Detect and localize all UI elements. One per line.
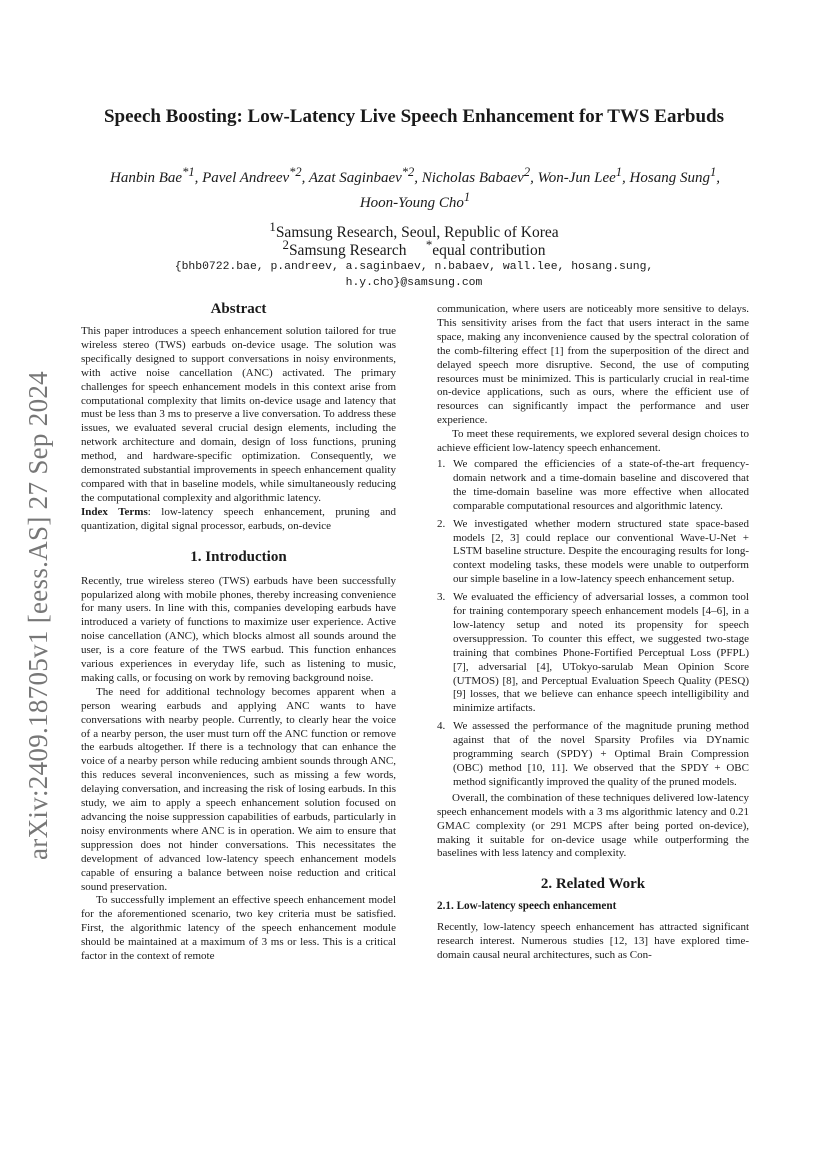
- right-column: [437, 303, 749, 963]
- arxiv-stamp: [8, 360, 68, 870]
- author-mark: 1: [615, 165, 623, 179]
- intro-paragraph: To successfully implement an effective speech enhancement model for the aforementioned scenario, two key criteria must be satisfied. First, the algorithmic latency of the speech enhancement module should be maintained at a maximum of 3 ms or less. This is a critical factor in the context of remote: [81, 894, 396, 963]
- email-block: [80, 259, 748, 291]
- author: Hosang Sung: [629, 170, 710, 186]
- intro-paragraph: Overall, the combination of these techniques delivered low-latency speech enhancement models with a 3 ms algorithmic latency and 0.21 GMAC complexity (or 291 MCPS after being ported on-device), making it suitable for on-device usage while outperforming the baselines with less latency and complexity.: [437, 791, 749, 860]
- author: Hoon-Young Cho: [359, 195, 464, 211]
- list-item: [437, 591, 749, 716]
- author: Pavel Andreev: [202, 170, 290, 186]
- index-terms-label: Index Terms: [81, 505, 148, 518]
- author-mark: *2: [289, 165, 302, 179]
- equal-mark: *: [425, 237, 433, 252]
- left-column: [81, 300, 396, 964]
- list-number: 1.: [437, 457, 446, 470]
- intro-heading: 1. Introduction: [190, 548, 287, 565]
- author: Azat Saginbaev: [308, 170, 402, 186]
- list-item: [437, 518, 749, 588]
- index-terms: [81, 506, 396, 534]
- author: Nicholas Babaev: [421, 170, 524, 186]
- arxiv-id: arXiv:2409.18705v1 [eess.AS] 27 Sep 2024: [22, 370, 53, 860]
- related-work-heading: 2. Related Work: [540, 876, 646, 893]
- contribution-list: [437, 458, 749, 790]
- list-text: We investigated whether modern structured state space-based models [2, 3] could replace our conventional Wave-U-Net + LSTM baseline structure. Despite the encouraging results for long-context modeling tasks, these models were unable to outperform our simple baseline in a low-latency speech enhancement setup.: [453, 517, 749, 586]
- author-list: Hanbin Bae$^{*1}$, Pavel Andreev$^{*2}$, Azat Saginbaev$^{*2}$, Nicholas Babaev$^2$, Won-Jun Lee$^1$, Hosang Sung$^1$, Hoon-Young Cho$^1$: [110, 165, 720, 211]
- author-mark: 1: [709, 165, 717, 179]
- affiliation-2: [80, 236, 748, 260]
- abstract-heading: Abstract: [210, 301, 267, 317]
- list-item: [437, 458, 749, 514]
- subsection-heading: 2.1. Low-latency speech enhancement: [437, 900, 617, 913]
- list-text: We evaluated the efficiency of adversarial losses, a common tool for training contemporary speech enhancement models [4–6], in a low-latency setup and noted its propensity for speech oversuppression. To counter this effect, we suggested two-stage training that combines Phone-Fortified Perceptual Loss (PFPL) [7], adversarial [4], UTokyo-sarulab Mean Opinion Score (UTMOS) [8], and Perceptual Evaluation Speech Quality (PESQ) [9] losses, that we believe can enhance speech intelligibility and minimize artifacts.: [453, 591, 749, 715]
- list-number: 4.: [437, 720, 446, 733]
- author-mark: 2: [523, 165, 531, 179]
- author-mark: *2: [401, 165, 415, 179]
- affiliation-text: Samsung Research: [288, 242, 407, 260]
- intro-paragraph: communication, where users are noticeably more sensitive to delays. This sensitivity arises from the fact that users interact in the same space, making any inconvenience caused by the spectral coloration of the comb-filtering effect [1] from the superposition of the direct and delayed speech more disruptive. Second, the use of computing resources must be minimized. This is particularly crucial in real-time on-device applications, such as ours, where the efficient use of resources can significantly impact the performance and user experience.: [437, 303, 749, 427]
- author: Hanbin Bae: [110, 170, 183, 186]
- email-line: h.y.cho}@samsung.com: [345, 277, 483, 289]
- intro-paragraph: To meet these requirements, we explored several design choices to achieve efficient low-latency speech enhancement.: [437, 428, 749, 455]
- author-mark: 1: [463, 190, 471, 204]
- abstract-text: This paper introduces a speech enhancement solution tailored for true wireless stereo (TWS) earbuds on-device usage. The solution was specifically designed to support conversations in noisy environments, with active noise cancellation (ANC) activated. The primary challenges for speech enhancement models in this context arise from computational complexity that limits on-device usage and latency that must be less than 3 ms to preserve a live conversation. To address these issues, we evaluated several crucial design elements, including the network architecture and domain, design of loss functions, pruning method, and hardware-specific optimization. Consequently, we demonstrated substantial improvements in speech enhancement quality compared with that in baseline models, while simultaneously reducing the computational complexity and algorithmic latency.: [81, 325, 396, 504]
- equal-contribution-note: equal contribution: [432, 242, 546, 260]
- list-text: We compared the efficiencies of a state-of-the-art frequency-domain network and a time-domain baseline and discovered that the time-domain baseline was more effective when allocated comparable computational resources and algorithmic latency.: [453, 457, 749, 512]
- list-item: [437, 720, 749, 790]
- list-text: We assessed the performance of the magnitude pruning method against that of the novel Sparsity Profiles via DYnamic programming search (SPDY) + Optimal Brain Compression (OBC) method [10, 11]. We observed that the SPDY + OBC method significantly improved the quality of the pruned models.: [453, 720, 749, 788]
- intro-paragraph: The need for additional technology becomes apparent when a person wearing earbuds and applying ANC wants to have conversations with nearby people. Currently, to clearly hear the voice of a nearby person, the user must turn off the ANC function or remove the earbuds altogether. If there is a technology that can enhance the voice of a nearby person while reducing ambient sounds through ANC, this reduces several inconveniences, such as missing a few words, delaying conversation, and increasing the risk of losing earbuds. In this study, we aim to apply a speech enhancement solution focused on advancing the noise suppression capabilities of earbuds, particularly in noisy environments where ANC is in operation. We aim to ensure that suppression does not hinder conversations. This necessitates the development of advanced low-latency speech enhancement models capable of ensuring a balance between noise reduction and critical sound preservation.: [81, 685, 396, 893]
- affiliation-mark: 1: [269, 219, 276, 234]
- affiliation-mark: 2: [282, 237, 289, 252]
- author: Won-Jun Lee: [537, 170, 616, 186]
- intro-paragraph: Recently, true wireless stereo (TWS) earbuds have been successfully popularized along with mobile phones, thereby increasing convenience for many users. In line with this, companies developing earbuds have introduced a variety of functions to maximize user experience. Active noise cancellation (ANC), which blocks almost all sounds around the user, is a core feature of the TWS earbud. This function enhances various experiences in everyday life, such as listening to music, making calls, or focusing on work by removing background noise.: [81, 574, 396, 684]
- email-line: {bhb0722.bae, p.andreev, a.saginbaev, n.babaev, wall.lee, hosang.sung,: [174, 261, 654, 273]
- paper-title: Speech Boosting: Low-Latency Live Speech Enhancement for TWS Earbuds: [103, 106, 724, 127]
- affiliation-text: Samsung Research, Seoul, Republic of Korea: [275, 224, 559, 242]
- index-terms-text: : low-latency speech enhancement, pruning and quantization, digital signal processor, earbuds, on-device: [81, 505, 396, 532]
- list-number: 3.: [437, 591, 446, 604]
- author-mark: *1: [182, 165, 195, 179]
- related-paragraph: Recently, low-latency speech enhancement has attracted significant research interest. Numerous studies [12, 13] have explored time-domain causal neural architectures, such as Con-: [437, 921, 749, 962]
- list-number: 2.: [437, 517, 446, 530]
